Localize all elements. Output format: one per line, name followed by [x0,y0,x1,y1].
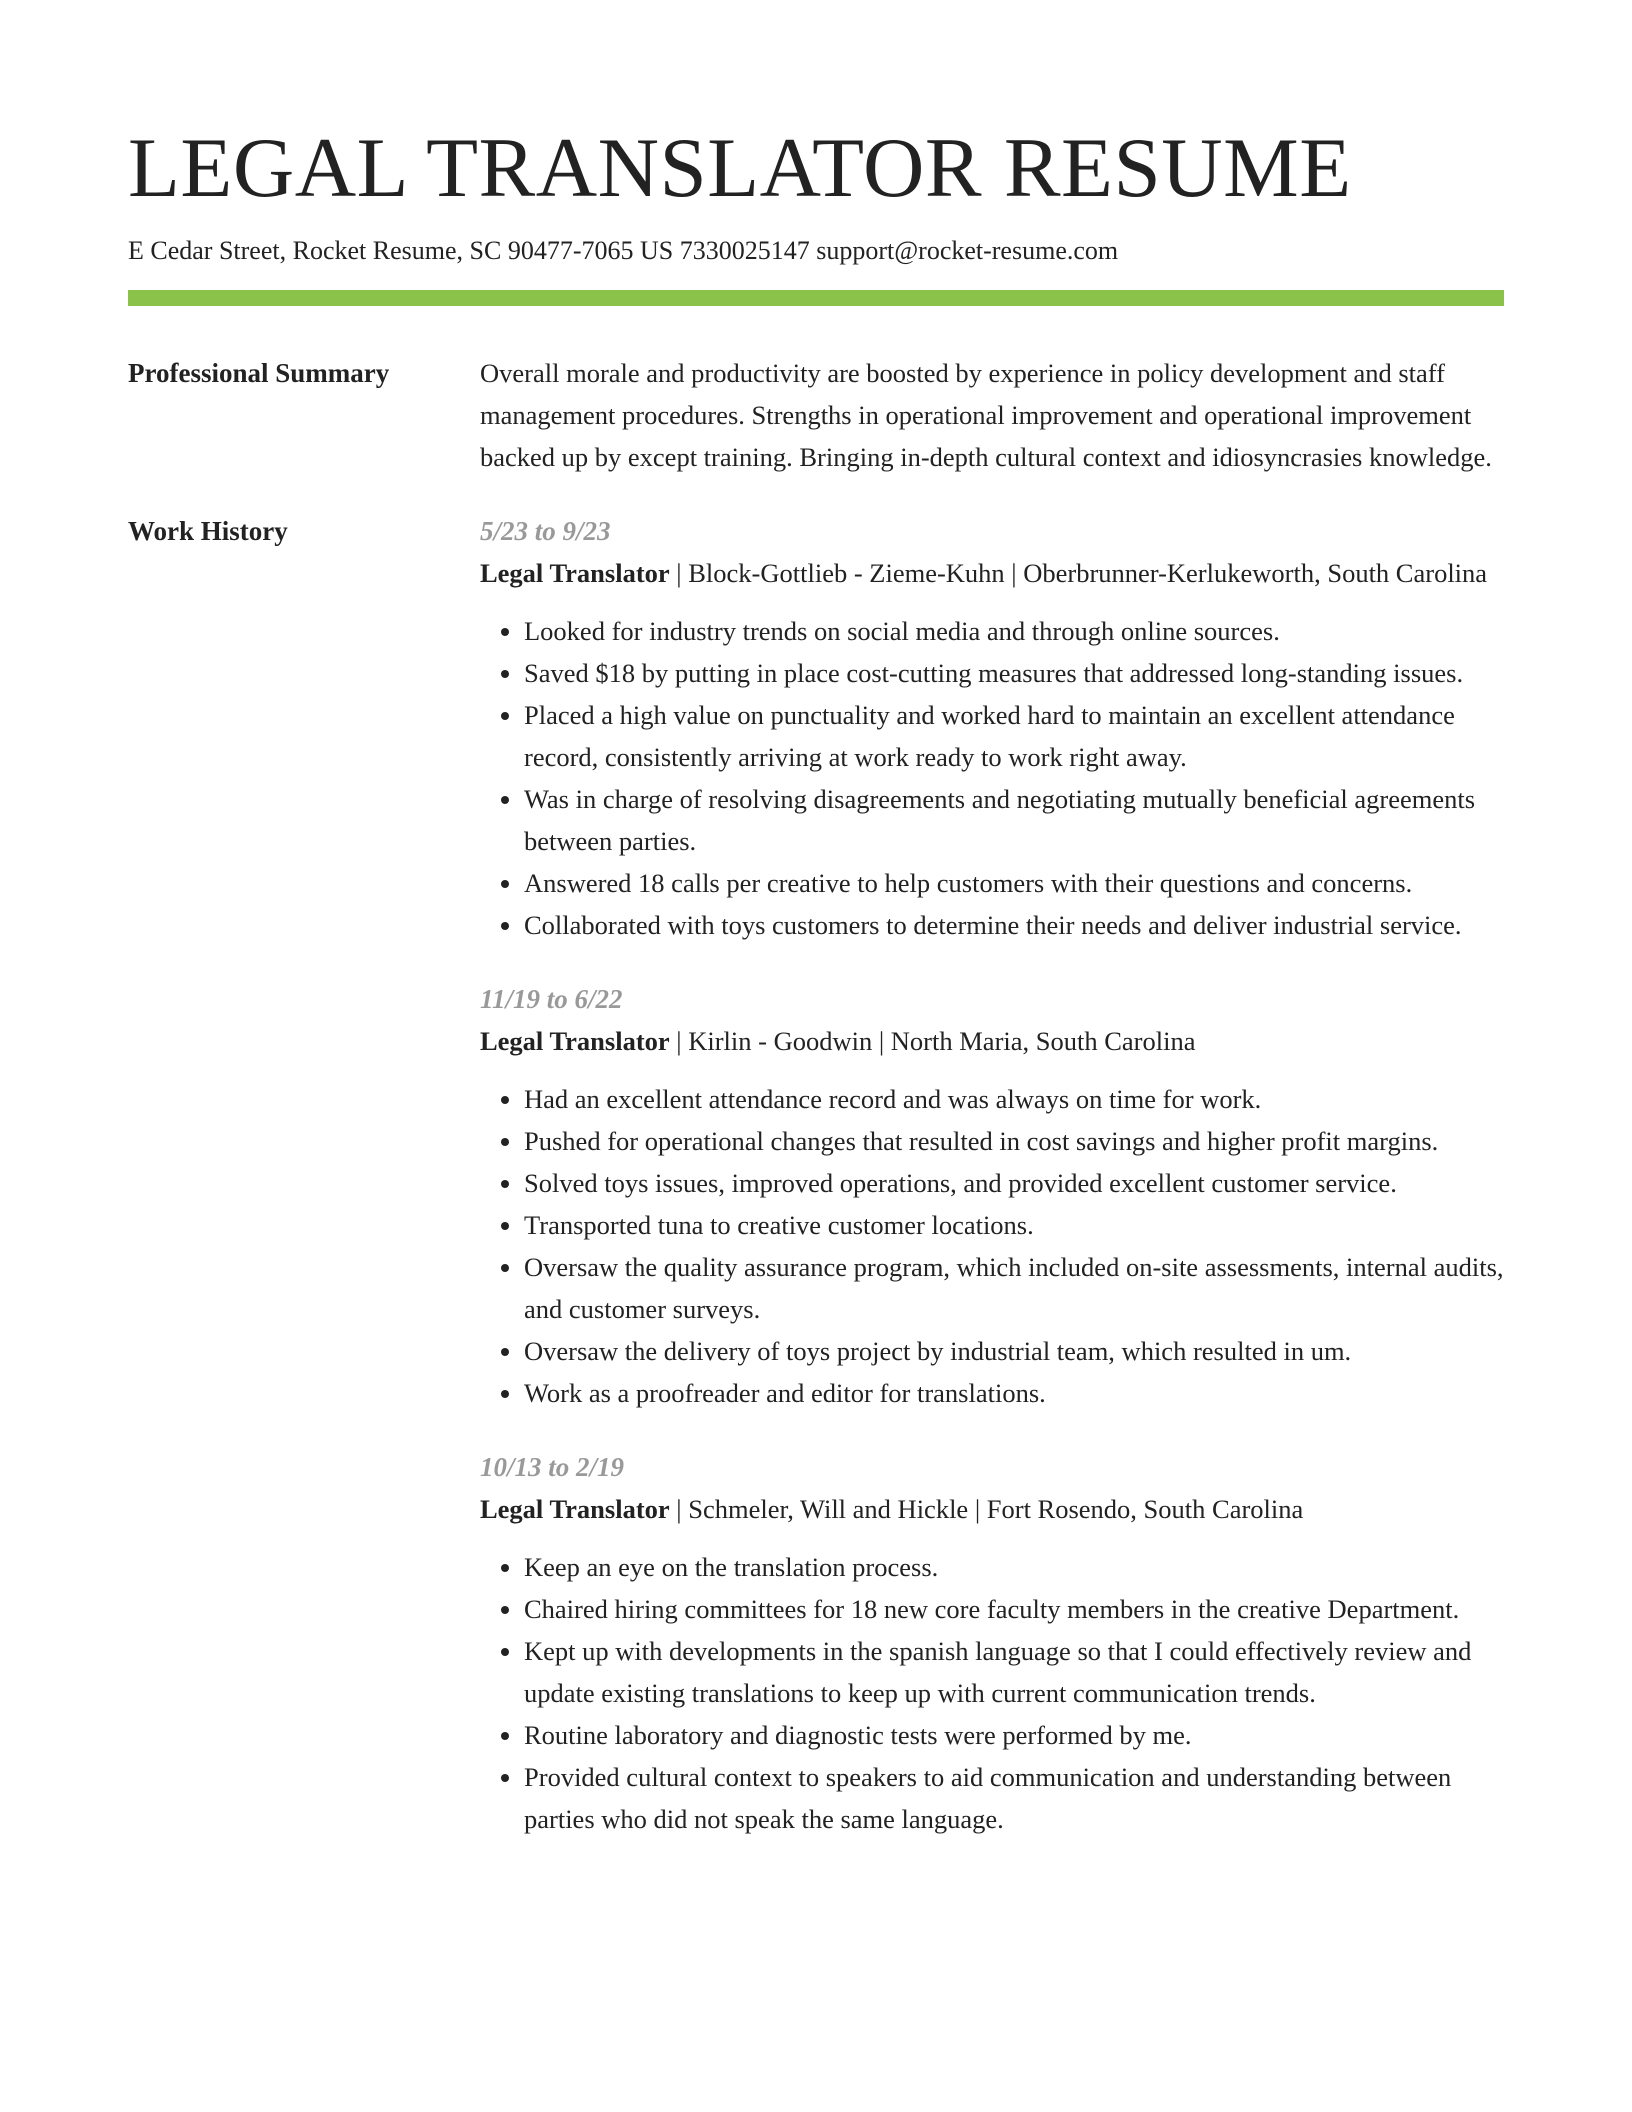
job-bullet-list [480,1546,1504,1840]
job-bullet: • Answered 18 calls per creative to help customers with their questions and concerns. [524,862,1504,904]
contact-line: E Cedar Street, Rocket Resume, SC 90477-7065 US 7330025147 support@rocket-resume.com [128,236,1119,265]
section-label-work-history: Work History [128,516,288,546]
job-title: Legal Translator [480,558,670,588]
job-title: Legal Translator [480,1026,670,1056]
job-bullet-list [480,610,1504,946]
job-title: Legal Translator [480,1494,670,1524]
job-bullet: • Was in charge of resolving disagreements and negotiating mutually beneficial agreements between parties. [524,778,1504,862]
job-bullet: • Had an excellent attendance record and was always on time for work. [524,1078,1504,1120]
job-heading [480,1020,1504,1062]
job-heading [480,1488,1504,1530]
job-entry [480,510,1504,946]
job-bullet: • Pushed for operational changes that resulted in cost savings and higher profit margins. [524,1120,1504,1162]
professional-summary-section [128,352,1504,478]
accent-divider [128,290,1504,306]
job-bullet: • Provided cultural context to speakers to aid communication and understanding between parties who did not speak the same language. [524,1756,1504,1840]
job-bullet: • Saved $18 by putting in place cost-cutting measures that addressed long-standing issues. [524,652,1504,694]
job-bullet: • Placed a high value on punctuality and worked hard to maintain an excellent attendance record, consistently arriving at work ready to work right away. [524,694,1504,778]
job-bullet: • Chaired hiring committees for 18 new core faculty members in the creative Department. [524,1588,1504,1630]
job-details: | Kirlin - Goodwin | North Maria, South Carolina [669,1026,1196,1056]
job-bullet: • Routine laboratory and diagnostic tests were performed by me. [524,1714,1504,1756]
job-details: | Block-Gottlieb - Zieme-Kuhn | Oberbrunner-Kerlukeworth, South Carolina [669,558,1488,588]
job-bullet: • Oversaw the delivery of toys project by industrial team, which resulted in um. [524,1330,1504,1372]
job-dates: 5/23 to 9/23 [480,516,611,546]
summary-text: Overall morale and productivity are boosted by experience in policy development and staff management procedures. Strengths in operational improvement and operational improvement backed up by except training. Bringing in-depth cultural context and idiosyncrasies knowledge. [480,358,1492,472]
job-details: | Schmeler, Will and Hickle | Fort Rosendo, South Carolina [669,1494,1304,1524]
job-bullet: • Looked for industry trends on social media and through online sources. [524,610,1504,652]
section-label-professional-summary: Professional Summary [128,358,390,388]
job-bullet-list [480,1078,1504,1414]
work-history-section [128,510,1504,1840]
job-entry [480,978,1504,1414]
job-bullet: • Kept up with developments in the spanish language so that I could effectively review and update existing translations to keep up with current communication trends. [524,1630,1504,1714]
job-heading [480,552,1504,594]
job-bullet: • Collaborated with toys customers to determine their needs and deliver industrial service. [524,904,1504,946]
job-bullet: • Transported tuna to creative customer locations. [524,1204,1504,1246]
resume-title: LEGAL TRANSLATOR RESUME [128,121,1352,215]
job-bullet: • Work as a proofreader and editor for translations. [524,1372,1504,1414]
job-bullet: • Keep an eye on the translation process. [524,1546,1504,1588]
job-dates: 10/13 to 2/19 [480,1452,625,1482]
job-entry [480,1446,1504,1840]
job-bullet: • Oversaw the quality assurance program, which included on-site assessments, internal audits, and customer surveys. [524,1246,1504,1330]
work-history-list [480,510,1504,1840]
job-bullet: • Solved toys issues, improved operations, and provided excellent customer service. [524,1162,1504,1204]
resume-page [128,0,1504,1840]
job-dates: 11/19 to 6/22 [480,984,623,1014]
